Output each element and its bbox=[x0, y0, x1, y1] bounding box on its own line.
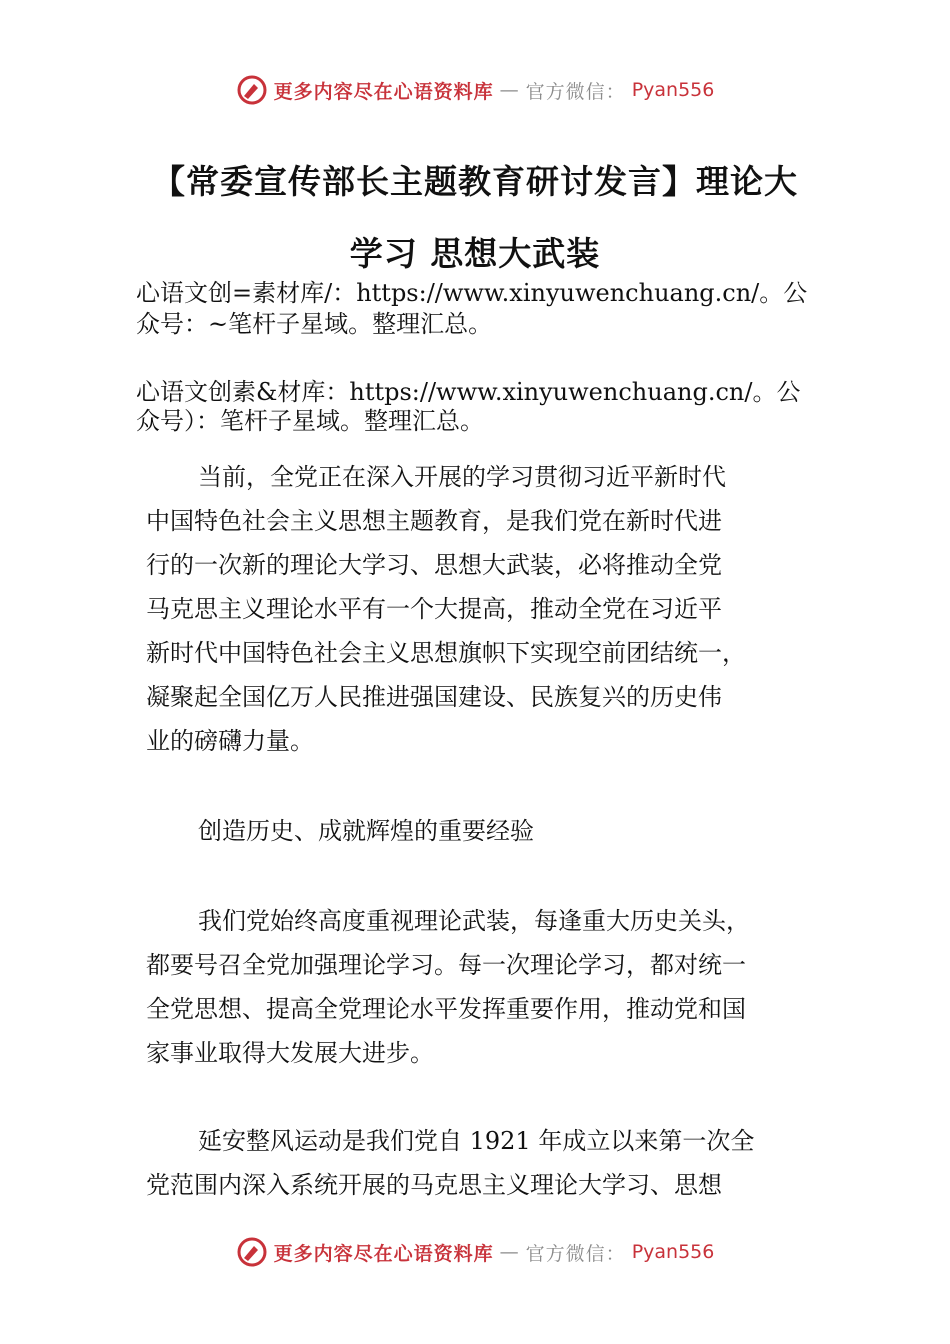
paragraph-4-line-1: 延安整风运动是我们党自 1921 年成立以来第一次全 bbox=[198, 1127, 755, 1155]
paragraph-1-line-5: 新时代中国特色社会主义思想旗帜下实现空前团结统一， bbox=[146, 639, 746, 667]
watermark-separator: — bbox=[499, 1241, 520, 1263]
brand-logo-icon bbox=[236, 74, 268, 106]
header-watermark bbox=[0, 74, 950, 106]
paragraph-1-line-1: 当前，全党正在深入开展的学习贯彻习近平新时代 bbox=[198, 463, 726, 491]
watermark-label: 官方微信： bbox=[525, 1242, 626, 1265]
brand-logo-icon bbox=[236, 1236, 268, 1268]
watermark-brand-text: 更多内容尽在心语资料库 bbox=[273, 1242, 494, 1265]
source-note-2-line-2: 众号）：笔杆子星域。整理汇总。 bbox=[136, 407, 484, 435]
watermark-wechat-id: Pyan556 bbox=[631, 1241, 715, 1263]
section-heading: 创造历史、成就辉煌的重要经验 bbox=[198, 817, 534, 845]
source-note-1-line-2: 众号：~笔杆子星域。整理汇总。 bbox=[136, 310, 493, 338]
source-note-2-line-1: 心语文创素&材库：https://www.xinyuwenchuang.cn/。公 bbox=[136, 378, 801, 406]
watermark-label: 官方微信： bbox=[525, 80, 626, 103]
watermark-wechat-id: Pyan556 bbox=[631, 79, 715, 101]
paragraph-1-line-7: 业的磅礴力量。 bbox=[146, 727, 314, 755]
paragraph-1-line-6: 凝聚起全国亿万人民推进强国建设、民族复兴的历史伟 bbox=[146, 683, 722, 711]
document-title-line-2: 学习 思想大武装 bbox=[349, 234, 601, 273]
source-note-1-line-1: 心语文创=素材库/：https://www.xinyuwenchuang.cn/。公 bbox=[136, 279, 808, 307]
footer-watermark bbox=[0, 1236, 950, 1268]
paragraph-3-line-2: 都要号召全党加强理论学习。每一次理论学习，都对统一 bbox=[146, 951, 746, 979]
paragraph-3-line-3: 全党思想、提高全党理论水平发挥重要作用，推动党和国 bbox=[146, 995, 746, 1023]
paragraph-1-line-2: 中国特色社会主义思想主题教育，是我们党在新时代进 bbox=[146, 507, 722, 535]
paragraph-3-line-1: 我们党始终高度重视理论武装，每逢重大历史关头， bbox=[198, 907, 750, 935]
paragraph-1-line-3: 行的一次新的理论大学习、思想大武装，必将推动全党 bbox=[146, 551, 722, 579]
paragraph-4-line-2: 党范围内深入系统开展的马克思主义理论大学习、思想 bbox=[146, 1171, 722, 1199]
paragraph-1-line-4: 马克思主义理论水平有一个大提高，推动全党在习近平 bbox=[146, 595, 722, 623]
watermark-separator: — bbox=[499, 79, 520, 101]
document-title-line-1: 【常委宣传部长主题教育研讨发言】理论大 bbox=[152, 162, 798, 201]
watermark-brand-text: 更多内容尽在心语资料库 bbox=[273, 80, 494, 103]
paragraph-3-line-4: 家事业取得大发展大进步。 bbox=[146, 1039, 434, 1067]
